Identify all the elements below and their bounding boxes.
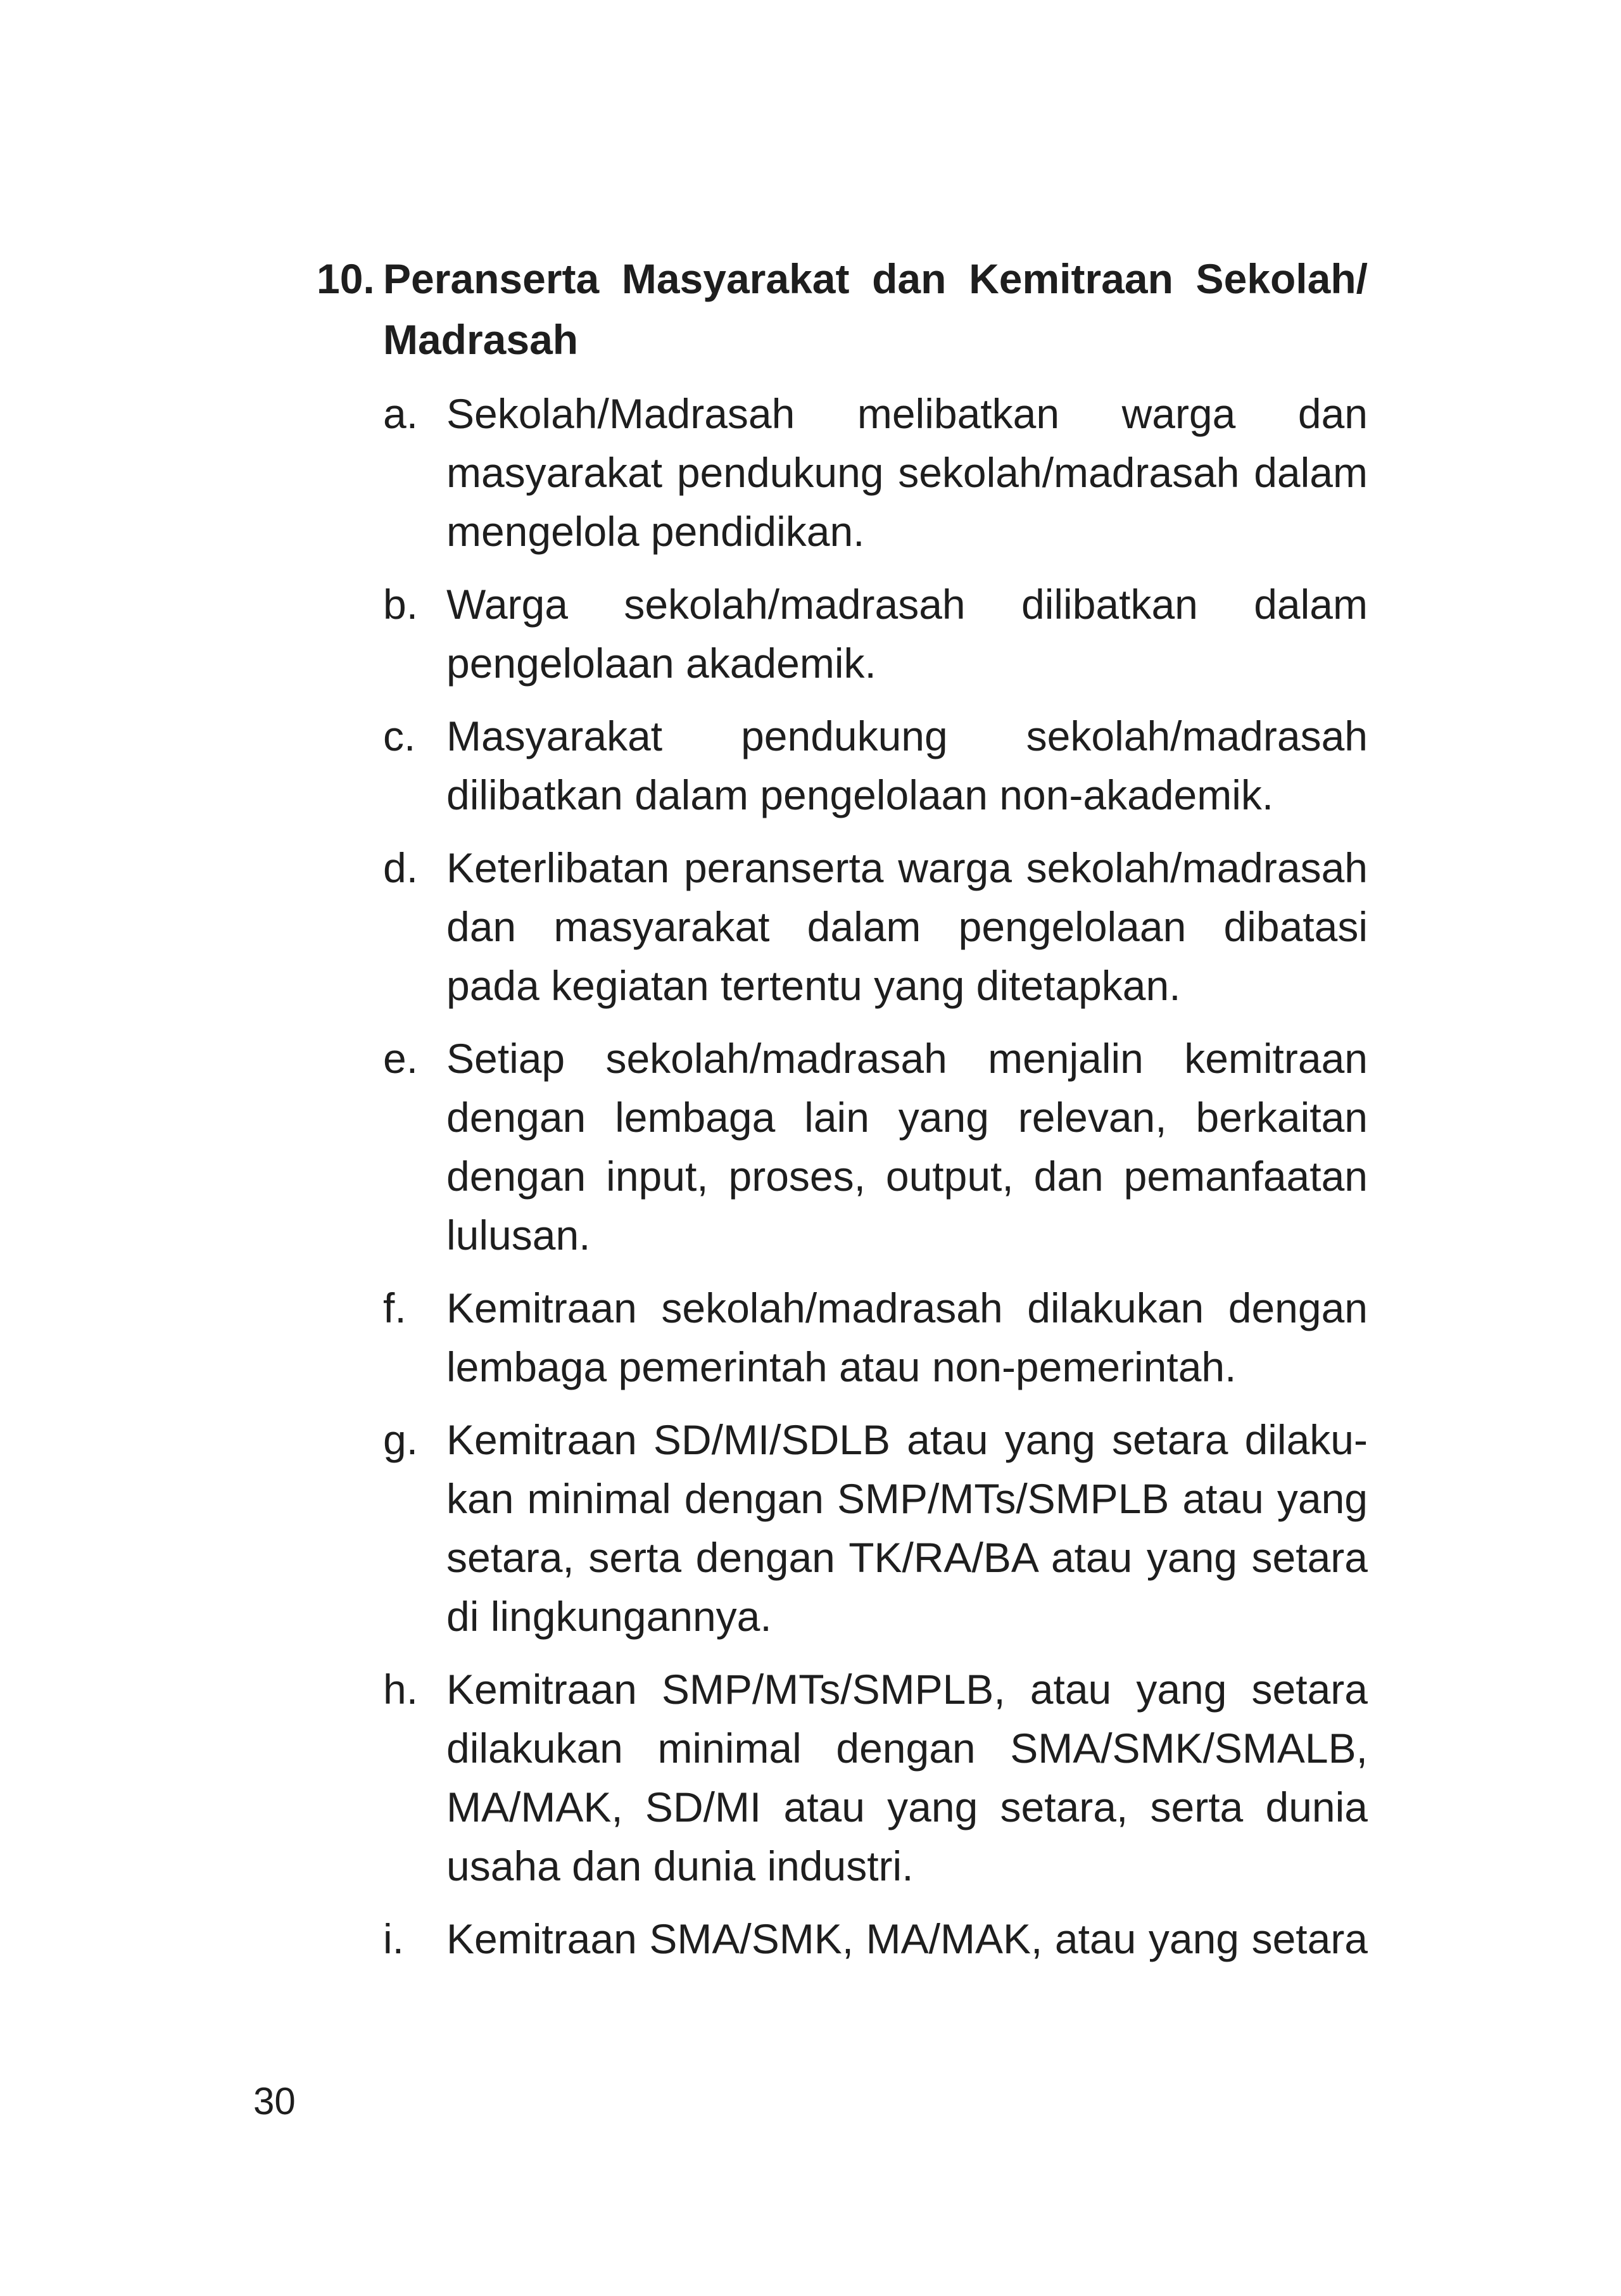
list-item [383,1411,1368,1646]
list-item [383,839,1368,1015]
list-item [383,707,1368,825]
item-text: Kemitraan SMP/MTs/SMPLB, atau yang setara dilakukan minimal dengan SMA/SMK/SMALB, MA/​MAK, SD/MI atau yang setara, serta dunia usaha dan dunia industri. [446,1666,1368,1889]
list-item [383,1279,1368,1397]
section-heading [317,248,1368,370]
item-letter: d. [383,844,419,891]
document-section [317,248,1368,1982]
list-item [383,1910,1368,1969]
item-letter: f. [383,1284,407,1331]
item-text: Setiap sekolah/madrasah menjalin kemitraan dengan lembaga lain yang relevan, berkaitan dengan input, proses, output, dan pemanfaatan lulusan. [446,1035,1368,1259]
list-item [383,1029,1368,1265]
item-text: Kemitraan SMA/SMK, MA/MAK, atau yang setara [446,1915,1368,1962]
item-letter: e. [383,1035,419,1082]
item-text: Keterlibatan peranserta warga sekolah/madrasah dan masyarakat dalam pengelolaan dibatasi pada kegiatan tertentu yang ditetapkan. [446,844,1368,1009]
item-letter: h. [383,1666,419,1713]
item-text: Kemitraan sekolah/madrasah dilakukan dengan lembaga pemerintah atau non-pemerintah. [446,1284,1368,1390]
list-item [383,384,1368,561]
section-number: 10. [317,255,375,302]
section-title: Peranserta Masyarakat dan Kemitraan Sekolah/ Madrasah [383,255,1368,363]
page-number: 30 [253,2080,296,2122]
item-list [383,384,1368,1969]
item-letter: a. [383,390,419,437]
item-text: Kemitraan SD/MI/SDLB atau yang setara dilakukan minimal dengan SMP/MTs/SMPLB atau yang setara, serta dengan TK/RA/BA atau yang setara di lingkungannya. [446,1416,1368,1640]
list-item [383,1660,1368,1896]
item-letter: g. [383,1416,419,1463]
item-letter: c. [383,713,416,759]
item-letter: b. [383,581,419,628]
list-item [383,575,1368,693]
item-letter: i. [383,1915,404,1962]
item-text: Sekolah/Madrasah melibatkan warga dan masyarakat pendukung sekolah/madrasah dalam mengelola pendidikan. [446,390,1368,555]
item-text: Masyarakat pendukung sekolah/madrasah dilibatkan dalam pengelolaan non-akademik. [446,713,1368,818]
item-text: Warga sekolah/madrasah dilibatkan dalam pengelolaan akademik. [446,581,1368,687]
